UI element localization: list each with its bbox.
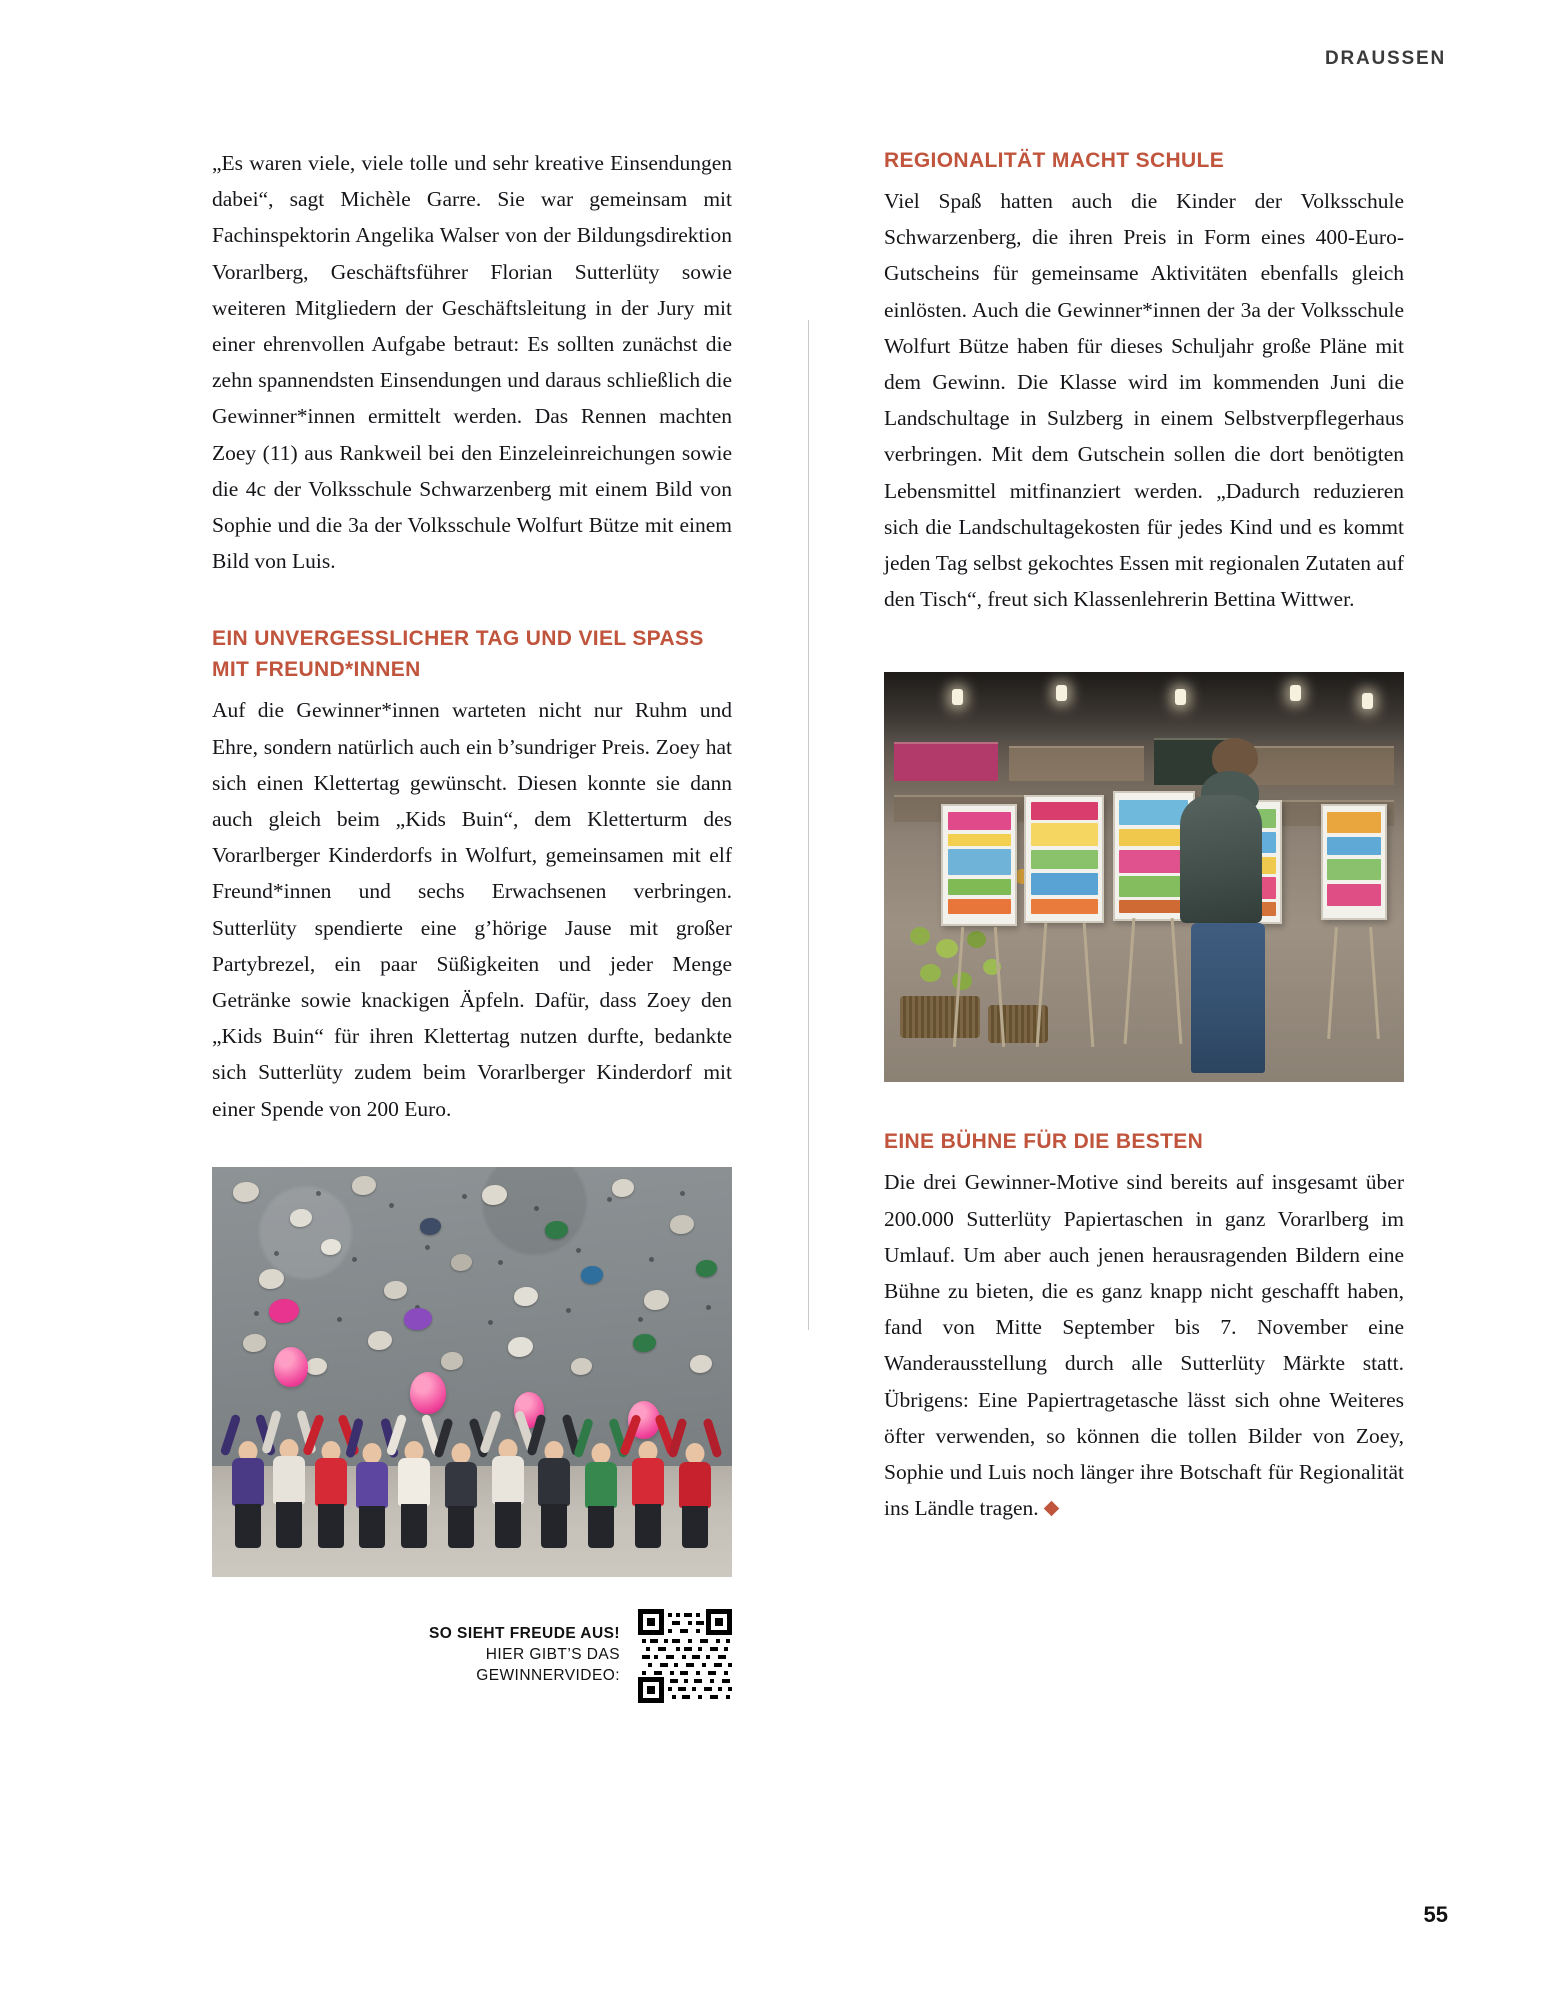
climbing-hold <box>306 1358 327 1375</box>
spacer <box>884 1157 1404 1164</box>
climbing-hold <box>233 1182 259 1202</box>
climbing-hold <box>441 1352 463 1370</box>
spacer <box>212 579 732 623</box>
climbing-hold <box>420 1218 441 1235</box>
left-column <box>212 145 732 1703</box>
spacer <box>884 176 1404 183</box>
climbing-hold <box>612 1179 634 1197</box>
right-section-heading-2: EINE BÜHNE FÜR DIE BESTEN <box>884 1130 1204 1154</box>
climbing-hold <box>352 1176 376 1195</box>
right-paragraph-1: Viel Spaß hatten auch die Kinder der Volksschule Schwarzenberg, die ihren Preis in Form eines 400-Euro-Gutscheins für gemeinsame Aktivitäten ebenfalls gleich einlösten. Auch die Gewinner*innen der 3a der Volksschule Wolfurt Bütze haben für dieses Schuljahr große Pläne mit dem Gewinn. Die Klasse wird im kommenden Juni die Landschultage in Sulzberg in einem Selbstverpflegerhaus verbringen. Mit dem Gutschein sollen die dort benötigten Lebensmittel mitfinanziert werden. „Dadurch reduzieren sich die Landschultagekosten für jedes Kind und es kommt jeden Tag selbst gekochtes Essen mit regionalen Zutaten auf den Tisch“, freut sich Klassenlehrerin Bettina Wittwer. <box>884 189 1404 612</box>
spacer <box>884 1082 1404 1126</box>
climbing-hold <box>384 1281 407 1299</box>
qr-caption-line-2: HIER GIBT’S DAS <box>485 1645 620 1663</box>
visitor-jacket <box>1180 795 1262 923</box>
climbing-hold <box>670 1215 694 1234</box>
climbing-hold <box>404 1308 432 1330</box>
end-of-article-diamond-icon <box>1043 1501 1059 1517</box>
climbing-wall-photo <box>212 1167 732 1577</box>
gewinnervideo-qr-block <box>212 1609 732 1703</box>
qr-caption <box>429 1609 620 1686</box>
right-section-heading-1: REGIONALITÄT MACHT SCHULE <box>884 149 1225 172</box>
climbing-hold <box>690 1355 712 1373</box>
visitor-jeans <box>1191 923 1265 1073</box>
column-divider-rule <box>808 320 809 1330</box>
qr-caption-line-1: SO SIEHT FREUDE AUS! <box>429 1624 620 1642</box>
qr-caption-line-3: GEWINNERVIDEO: <box>476 1666 620 1684</box>
climbing-hold <box>696 1260 717 1277</box>
left-section-heading-1: EIN UNVERGESSLICHER TAG UND VIEL SPASS MIT FREUND*INNEN <box>212 627 704 682</box>
qr-code[interactable] <box>638 1609 732 1703</box>
right-paragraph-2: Die drei Gewinner-Motive sind bereits auf insgesamt über 200.000 Sutterlüty Papiertaschen in ganz Vorarlberg im Umlauf. Um aber auch jenen herausragenden Bildern eine Bühne zu bieten, die es ganz knapp nicht geschafft haben, fand von Mitte September bis 7. November eine Wanderausstellung durch alle Sutterlüty Märkte statt. Übrigens: Eine Papiertragetasche lässt sich ohne Weiteres öfter verwenden, so können die tollen Bilder von Zoey, Sophie und Luis noch länger ihre Botschaft für Regionalität ins Ländle tragen. <box>884 1170 1404 1521</box>
climbing-hold <box>259 1269 284 1289</box>
climbing-hold <box>290 1209 312 1227</box>
climbing-hold <box>451 1254 472 1271</box>
climbing-hold <box>321 1239 341 1255</box>
artwork-easel <box>1321 804 1387 920</box>
climbing-hold <box>368 1331 392 1350</box>
climbing-hold <box>508 1337 533 1357</box>
column-gutter <box>732 145 884 1703</box>
climbing-hold <box>482 1185 507 1205</box>
running-header: DRAUSSEN <box>1324 48 1446 69</box>
climbing-hold <box>269 1299 299 1323</box>
climbing-hold <box>545 1221 568 1239</box>
climbing-hold <box>571 1358 592 1375</box>
page-number: 55 <box>1423 1902 1448 1927</box>
right-column <box>884 145 1404 1703</box>
spacer <box>212 685 732 692</box>
spacer <box>884 617 1404 672</box>
market-ceiling <box>884 672 1404 742</box>
balloon <box>274 1347 308 1387</box>
left-paragraph-2: Auf die Gewinner*innen warteten nicht nur Ruhm und Ehre, sondern natürlich auch ein b’sundriger Preis. Zoey hat sich einen Klettertag gewünscht. Diesen konnte sie dann auch gleich beim „Kids Buin“, dem Kletterturm des Vorarlberger Kinderdorfs in Wolfurt, gemeinsamen mit elf Freund*innen und sechs Erwachsenen verbringen. Sutterlüty spendierte eine g’hörige Jause mit großer Partybrezel, ein paar Süßigkeiten und jeder Menge Getränke sowie knackigen Äpfeln. Dafür, dass Zoey den „Kids Buin“ für ihren Klettertag nutzen durfte, bedankte sich Sutterlüty zudem beim Vorarlberger Kinderdorf mit einer Spende von 200 Euro. <box>212 698 732 1121</box>
climbing-hold <box>243 1334 266 1352</box>
climbing-hold <box>514 1287 538 1306</box>
balloon <box>410 1372 446 1414</box>
climbing-hold <box>581 1266 603 1284</box>
climbing-hold <box>644 1290 669 1310</box>
artwork-easel <box>941 804 1017 926</box>
left-paragraph-1: „Es waren viele, viele tolle und sehr kreative Einsendungen dabei“, sagt Michèle Garre. Sie war gemeinsam mit Fachinspektorin Angelika Walser von der Bildungsdirektion Vorarlberg, Geschäftsführer Florian Sutterlüty sowie weiteren Mitgliedern der Geschäftsleitung in der Jury mit einer ehrenvollen Aufgabe betraut: Es sollten zunächst die zehn spannendsten Einsendungen und daraus schließlich die Gewinner*innen ermittelt werden. Das Rennen machten Zoey (11) aus Rankweil bei den Einzeleinreichungen sowie die 4c der Volksschule Schwarzenberg mit einem Bild von Sophie und die 3a der Volksschule Wolfurt Bütze mit einem Bild von Luis. <box>212 151 732 574</box>
article-columns <box>212 145 1404 1703</box>
right-paragraph-2-wrapper <box>884 1164 1404 1526</box>
climbing-hold <box>633 1334 656 1352</box>
market-exhibition-photo <box>884 672 1404 1082</box>
artwork-easel <box>1024 795 1104 923</box>
